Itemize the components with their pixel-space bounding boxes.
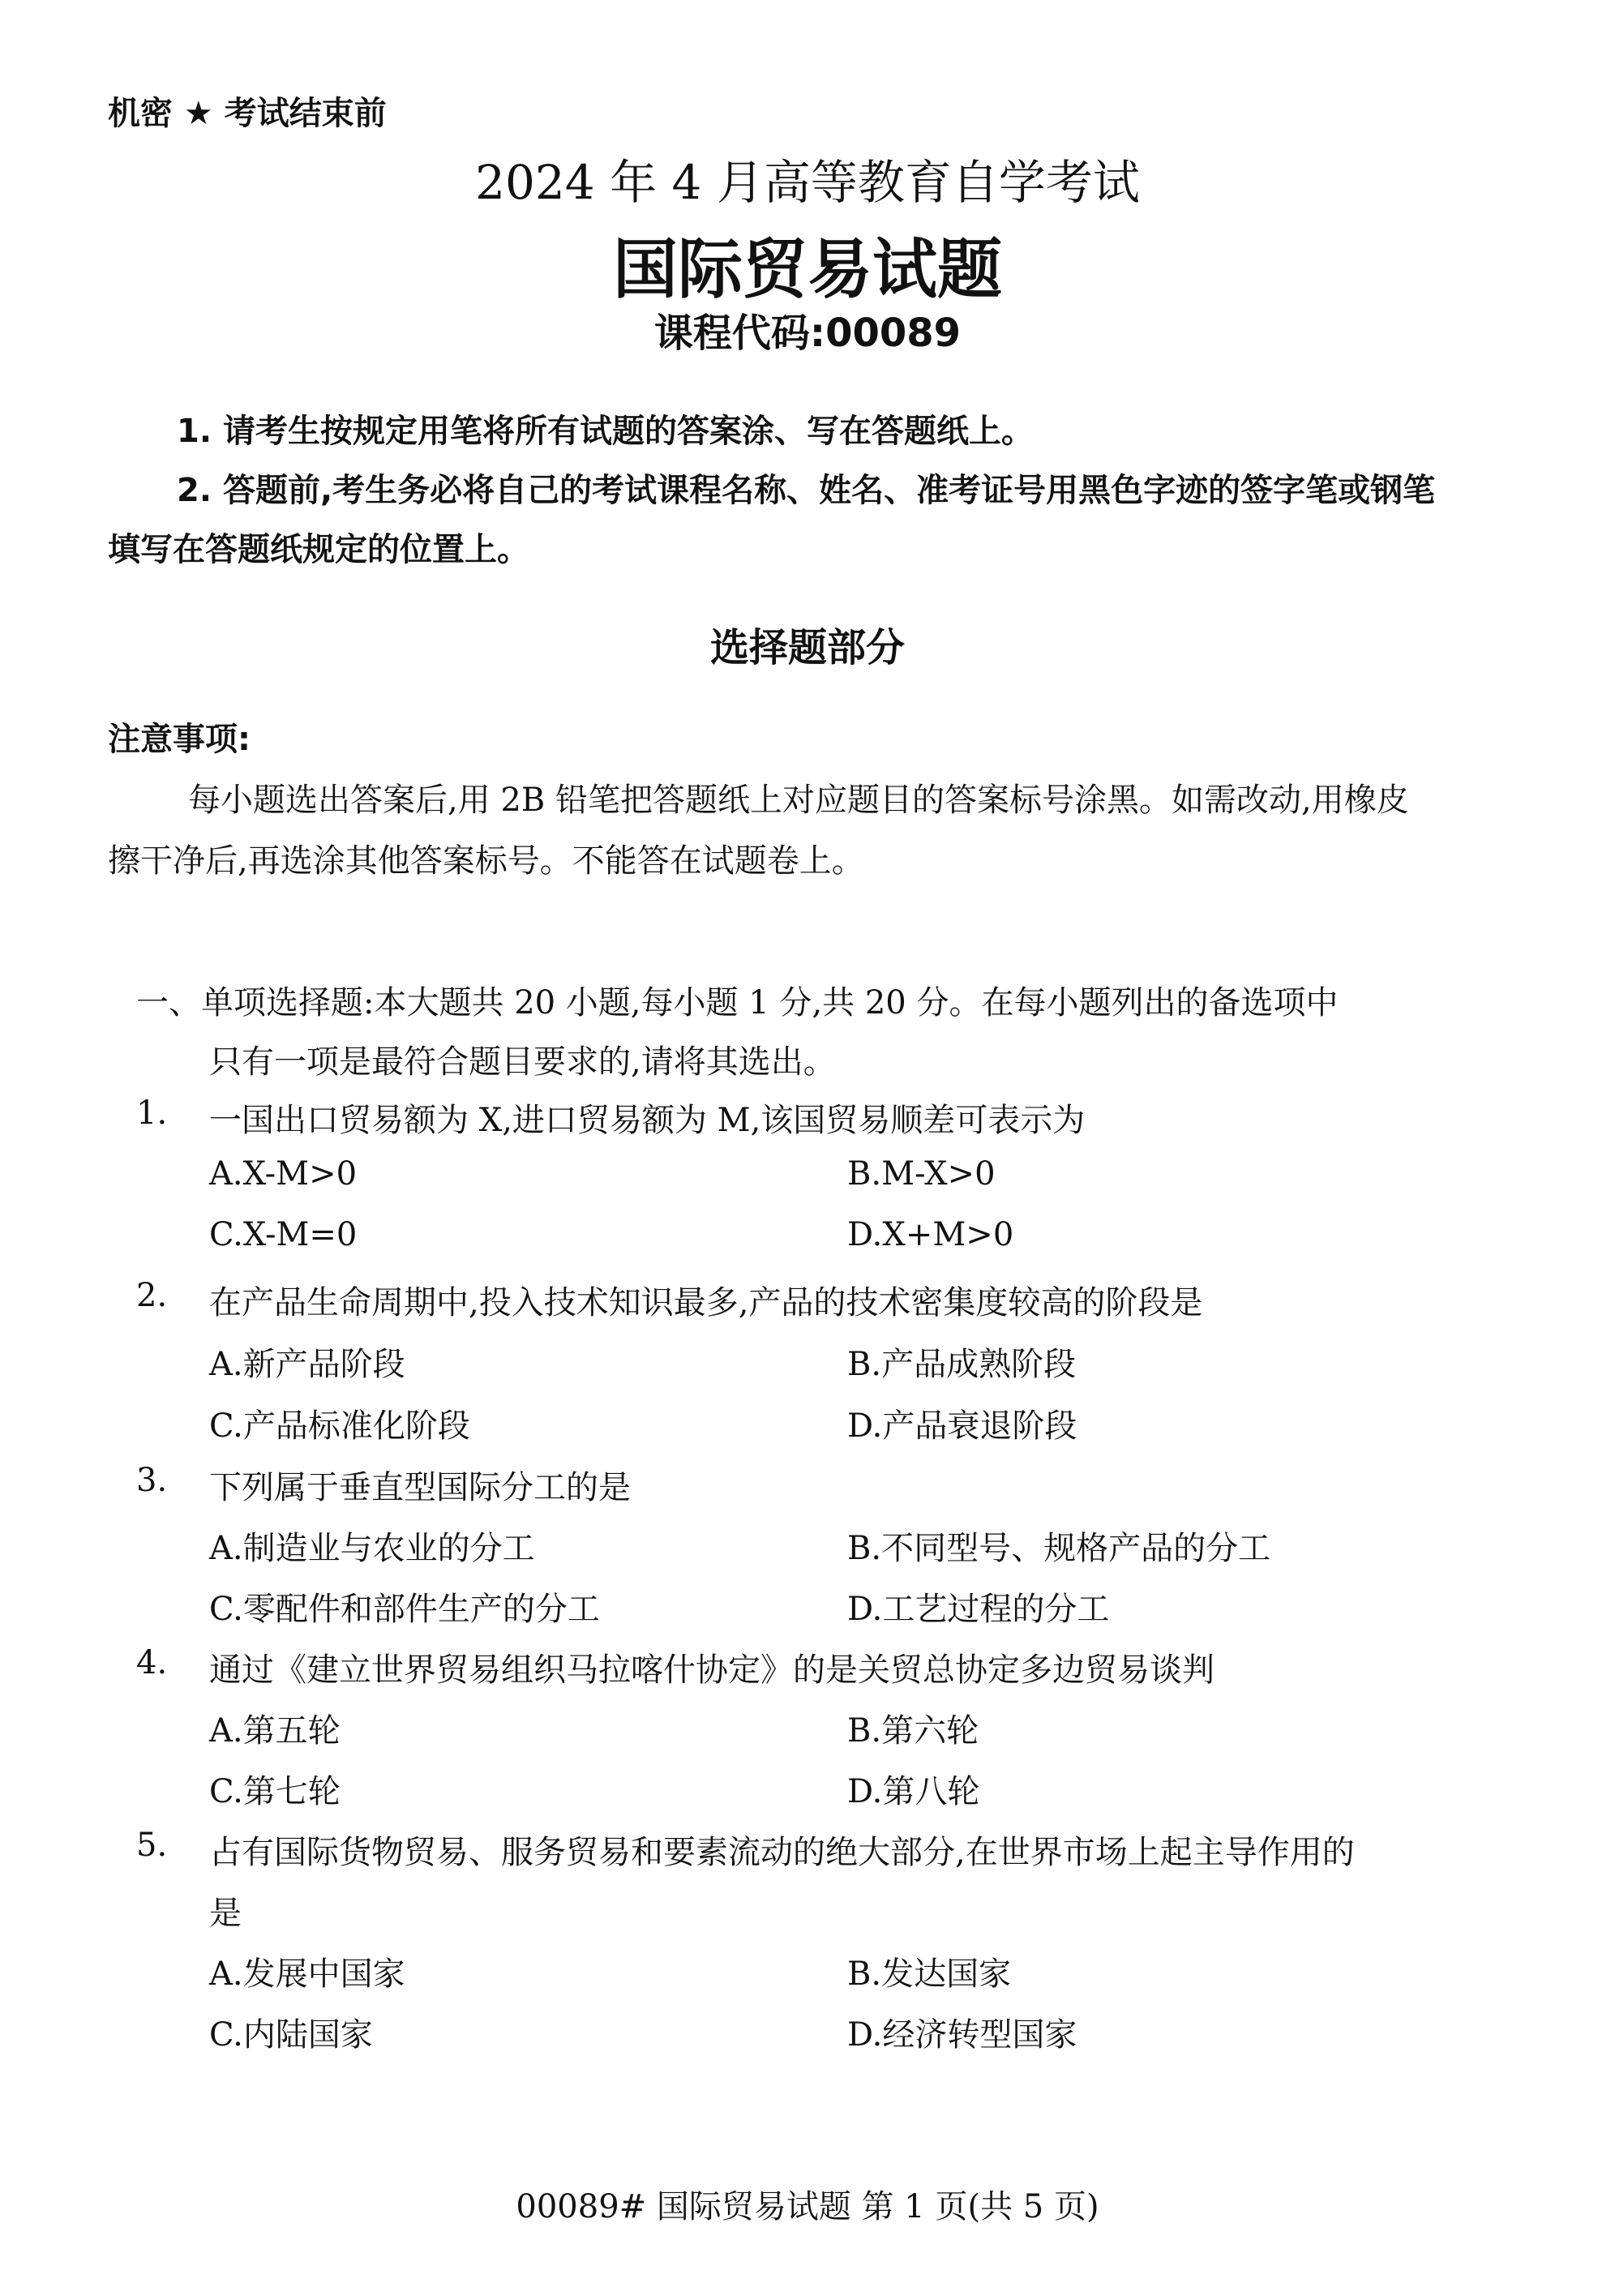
option-a: A.X-M>0 [209,1155,358,1193]
option-b: B.产品成熟阶段 [847,1346,1077,1383]
question-stem: 在产品生命周期中,投入技术知识最多,产品的技术密集度较高的阶段是 [209,1284,1203,1321]
option-a: A.新产品阶段 [209,1346,405,1383]
notice-line-2: 擦干净后,再选涂其他答案标号。不能答在试题卷上。 [108,842,864,880]
paper-title: 国际贸易试题 [613,232,1002,307]
option-d: D.第八轮 [847,1773,980,1810]
option-a: A.发展中国家 [209,1955,405,1993]
question-number: 2. [136,1277,168,1314]
option-b: B.M-X>0 [847,1155,996,1193]
question-stem: 通过《建立世界贸易组织马拉喀什协定》的是关贸总协定多边贸易谈判 [209,1651,1214,1689]
option-d: D.X+M>0 [847,1216,1014,1253]
notice-line-1: 每小题选出答案后,用 2B 铅笔把答题纸上对应题目的答案标号涂黑。如需改动,用橡皮 [188,782,1409,819]
option-a: A.制造业与农业的分工 [209,1530,535,1567]
notice-label: 注意事项: [108,721,251,758]
option-d: D.经济转型国家 [847,2016,1077,2054]
question-stem: 下列属于垂直型国际分工的是 [209,1469,631,1506]
question-number: 5. [136,1827,168,1864]
option-b: B.第六轮 [847,1712,979,1750]
instruction-line-1: 1. 请考生按规定用笔将所有试题的答案涂、写在答题纸上。 [177,413,1034,450]
question-stem: 一国出口贸易额为 X,进口贸易额为 M,该国贸易顺差可表示为 [209,1102,1086,1139]
instruction-line-2-continued: 填写在答题纸规定的位置上。 [108,531,529,568]
page-footer: 00089# 国际贸易试题 第 1 页(共 5 页) [516,2188,1099,2225]
section-title: 选择题部分 [709,625,905,670]
exam-title: 2024 年 4 月高等教育自学考试 [475,155,1140,210]
question-number: 1. [136,1094,168,1132]
confidential-label: 机密 ★ 考试结束前 [108,95,387,132]
option-c: C.零配件和部件生产的分工 [209,1591,600,1628]
option-c: C.产品标准化阶段 [209,1407,470,1445]
option-d: D.工艺过程的分工 [847,1591,1110,1628]
part-one-heading-continued: 只有一项是最符合题目要求的,请将其选出。 [209,1043,836,1081]
question-number: 3. [136,1462,168,1499]
option-b: B.发达国家 [847,1955,1012,1993]
option-d: D.产品衰退阶段 [847,1407,1077,1445]
instruction-line-2: 2. 答题前,考生务必将自己的考试课程名称、姓名、准考证号用黑色字迹的签字笔或钢笔 [177,472,1436,509]
question-stem-continued: 是 [209,1895,242,1932]
option-c: C.X-M=0 [209,1216,358,1253]
course-code: 课程代码:00089 [653,311,962,356]
part-one-heading: 一、单项选择题:本大题共 20 小题,每小题 1 分,共 20 分。在每小题列出的备选项中 [136,984,1339,1022]
option-c: C.内陆国家 [209,2016,373,2054]
option-b: B.不同型号、规格产品的分工 [847,1530,1271,1567]
question-stem: 占有国际货物贸易、服务贸易和要素流动的绝大部分,在世界市场上起主导作用的 [209,1834,1355,1871]
option-a: A.第五轮 [209,1712,341,1750]
question-number: 4. [136,1644,168,1681]
option-c: C.第七轮 [209,1773,341,1810]
